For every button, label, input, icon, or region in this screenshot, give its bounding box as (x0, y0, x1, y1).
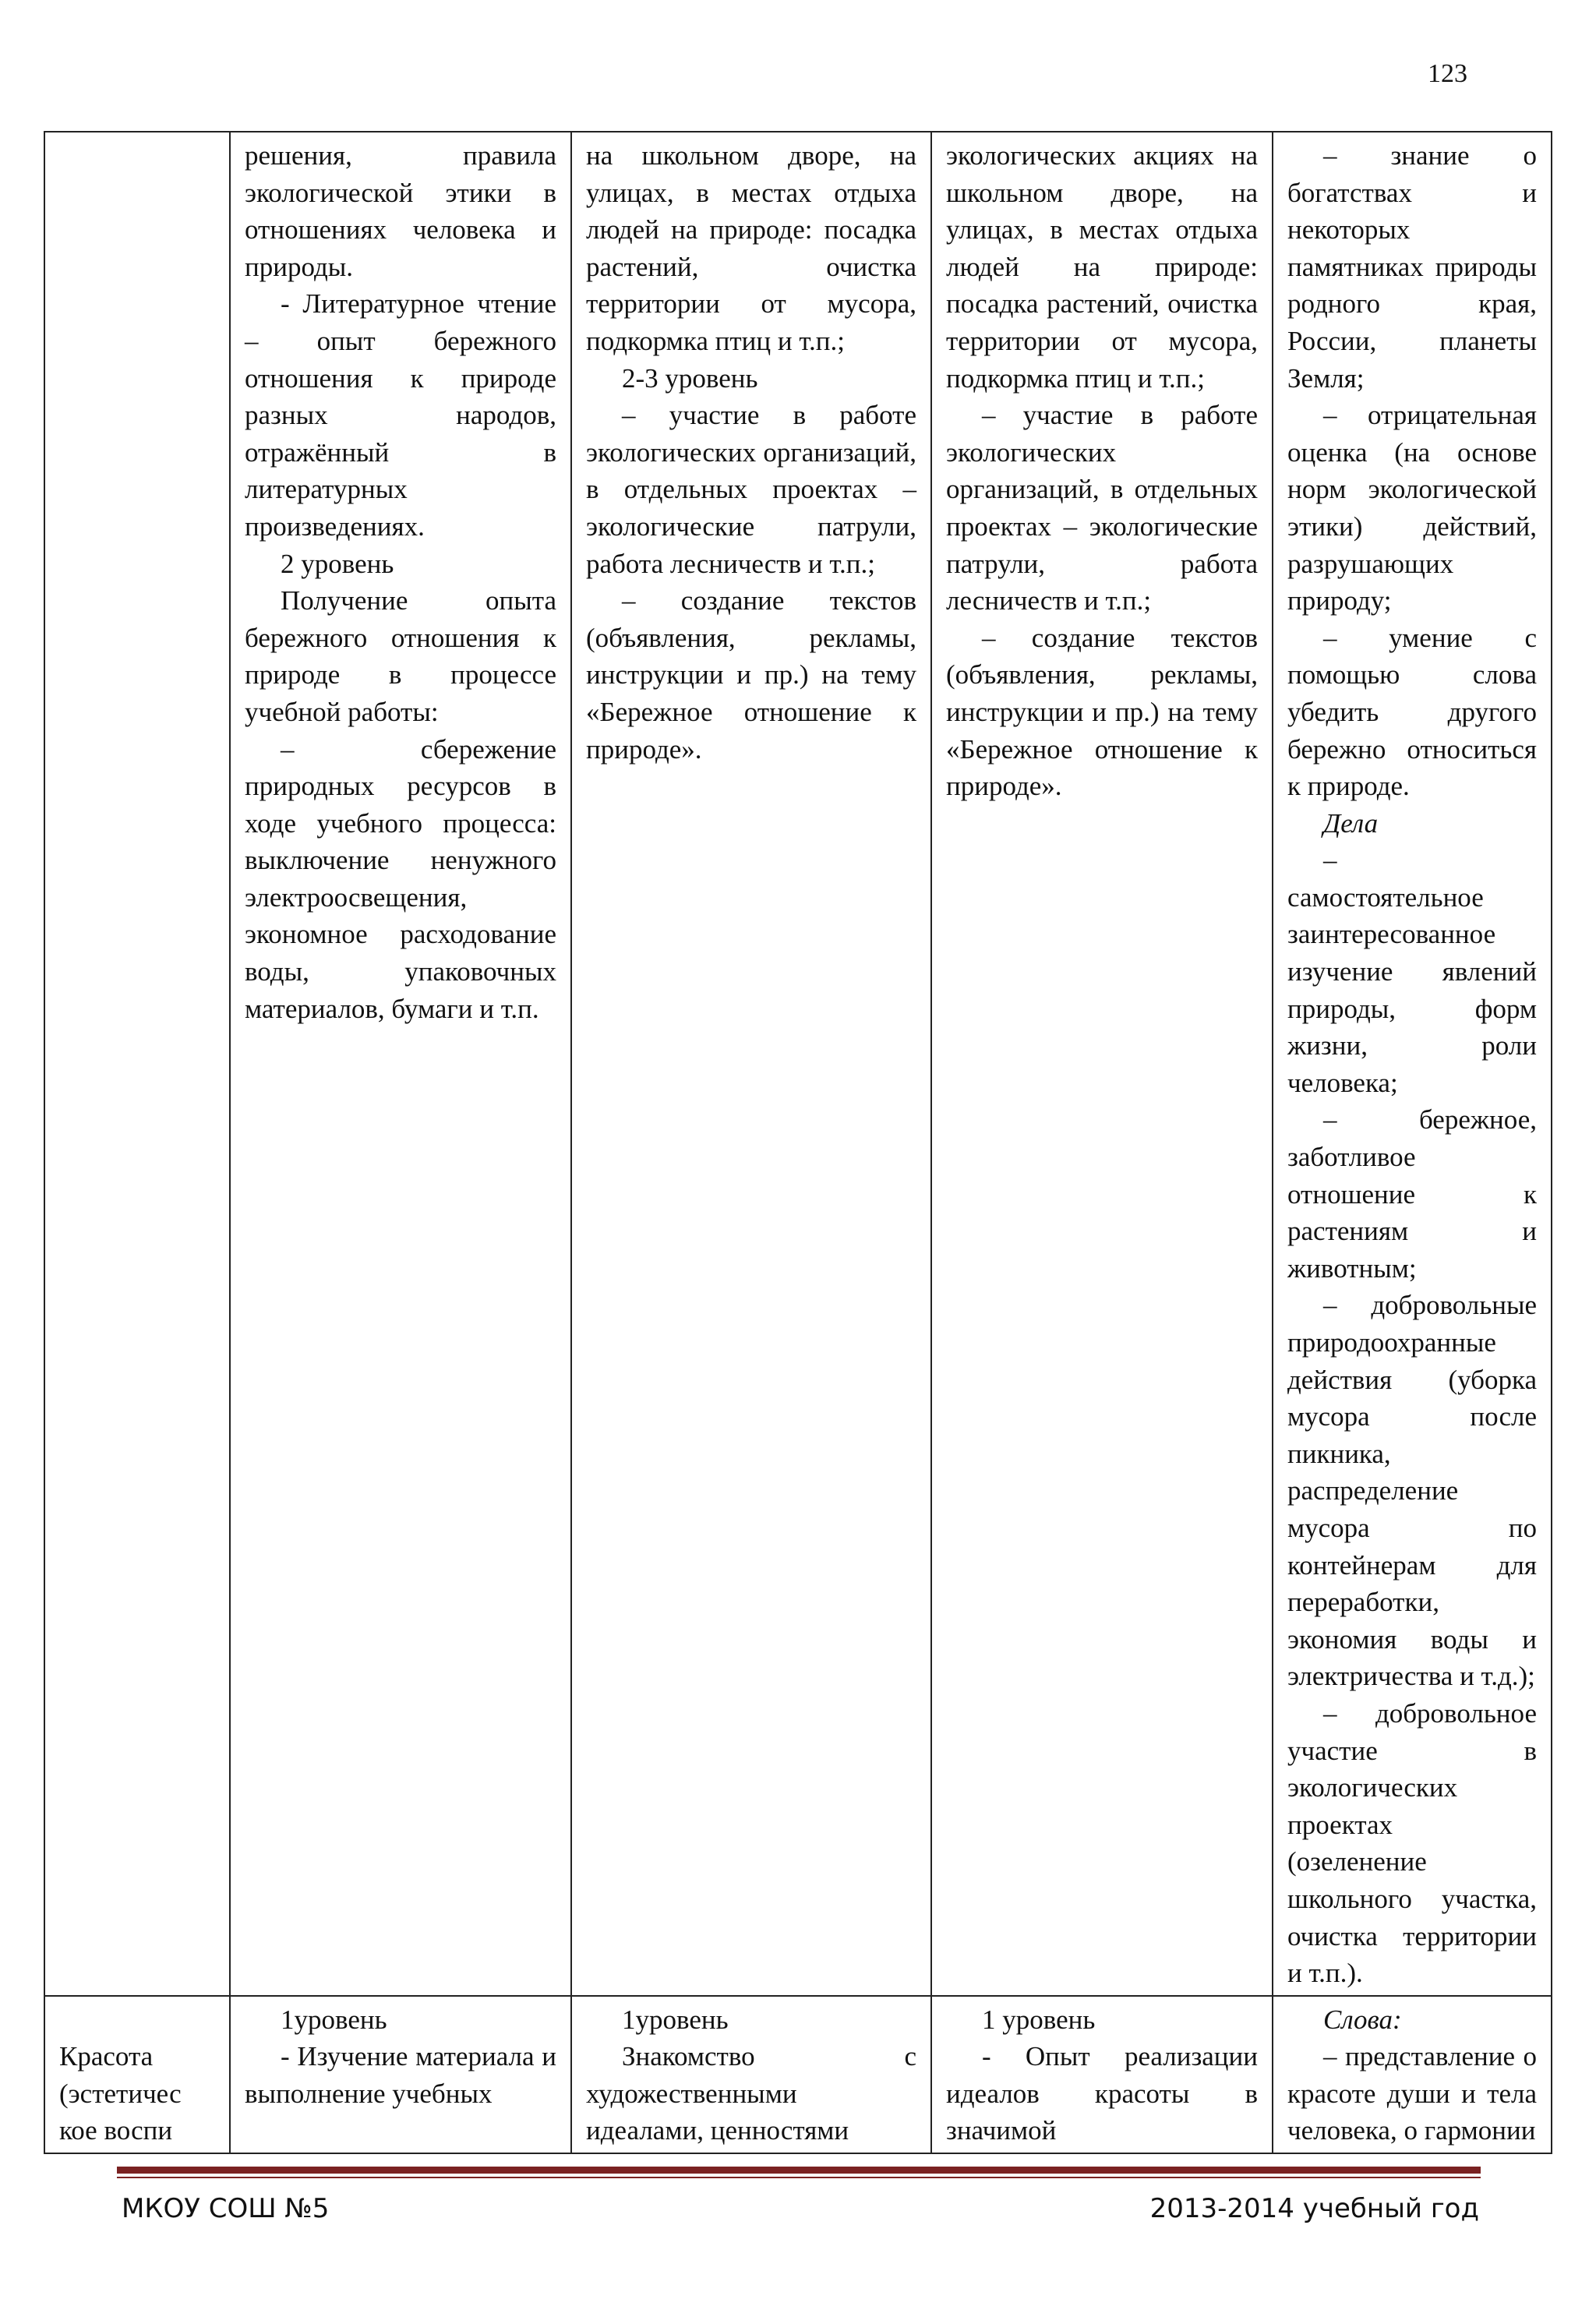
cell-paragraph: 1уровень (281, 2004, 387, 2035)
footer-divider (117, 2167, 1481, 2174)
table-cell (44, 132, 230, 1996)
table-cell (230, 132, 571, 1996)
table-cell (571, 132, 931, 1996)
cell-paragraph: экологических акциях на школьном дворе, на улицах, в местах отдыха людей на природе: посадка растений, очистка территории от мусора, подкормка птиц и т.п.; (946, 140, 1258, 394)
cell-paragraph: – участие в работе экологических организаций, в отдельных проектах – экологические патрули, работа лесничеств и т.п.; (946, 400, 1258, 616)
cell-paragraph: – умение с помощью слова убедить другого бережно относиться к природе. (1287, 622, 1537, 802)
cell-paragraph: – добровольное участие в экологических проектах (озеленение школьного участка, очистка территории и т.п.). (1287, 1697, 1537, 1989)
cell-paragraph: – знание о богатствах и некоторых памятниках природы родного края, России, планеты Земля; (1287, 140, 1537, 394)
footer-school: МКОУ СОШ №5 (122, 2193, 330, 2224)
cell-paragraph: кое воспи (59, 2115, 173, 2146)
cell-paragraph: Дела (1323, 807, 1379, 839)
cell-paragraph: – сбережение природных ресурсов в ходе учебного процесса: выключение ненужного электроосвещения, экономное расходование воды, упаковочных материалов, бумаги и т.п. (245, 733, 556, 1024)
cell-paragraph: – отрицательная оценка (на основе норм экологической этики) действий, разрушающих природу; (1287, 400, 1537, 616)
page-number: 123 (1428, 59, 1467, 88)
table-cell (1273, 1996, 1552, 2153)
cell-paragraph: на школьном дворе, на улицах, в местах отдыха людей на природе: посадка растений, очистка территории от мусора, подкормка птиц и т.п.; (586, 140, 916, 356)
content-table (44, 131, 1552, 2154)
table-cell (931, 132, 1273, 1996)
cell-paragraph: Получение опыта бережного отношения к природе в процессе учебной работы: (245, 585, 556, 727)
cell-paragraph: - Изучение материала и выполнение учебных (245, 2041, 556, 2109)
cell-paragraph: 2 уровень (281, 548, 394, 579)
cell-paragraph: – представление о красоте души и тела человека, о гармонии (1287, 2041, 1537, 2146)
cell-paragraph: решения, правила экологической этики в отношениях человека и природы. (245, 140, 556, 282)
cell-paragraph: – участие в работе экологических организаций, в отдельных проектах – экологические патрули, работа лесничеств и т.п.; (586, 400, 916, 579)
cell-paragraph: 1 уровень (982, 2004, 1096, 2035)
table-cell (931, 1996, 1273, 2153)
cell-paragraph: – создание текстов (объявления, рекламы, инструкции и пр.) на тему «Бережное отношение к природе». (946, 622, 1258, 802)
table-row (44, 132, 1552, 1996)
cell-paragraph: – самостоятельное заинтересованное изучение явлений природы, форм жизни, роли человека; (1287, 845, 1537, 1098)
footer-year: 2013-2014 учебный год (1149, 2193, 1479, 2224)
cell-paragraph: (эстетичес (59, 2078, 182, 2109)
cell-paragraph: Красота (59, 2041, 154, 2072)
cell-paragraph: Слова: (1323, 2004, 1402, 2035)
cell-paragraph: – бережное, заботливое отношение к растениям и животным; (1287, 1104, 1537, 1284)
table-cell (571, 1996, 931, 2153)
cell-paragraph: – добровольные природоохранные действия (уборка мусора после пикника, распределение мусора по контейнерам для переработки, экономия воды и электричества и т.д.); (1287, 1290, 1537, 1692)
cell-paragraph: 2-3 уровень (622, 362, 758, 394)
table-row (44, 1996, 1552, 2153)
table-cell (1273, 132, 1552, 1996)
footer-divider-thin (117, 2177, 1481, 2178)
cell-paragraph (59, 2001, 215, 2039)
cell-paragraph: - Опыт реализации идеалов красоты в значимой (946, 2041, 1258, 2146)
cell-paragraph: 1уровень (622, 2004, 729, 2035)
cell-paragraph: Знакомство с художественными идеалами, ценностями (586, 2041, 916, 2146)
cell-paragraph: – создание текстов (объявления, рекламы, инструкции и пр.) на тему «Бережное отношение к природе». (586, 585, 916, 765)
cell-paragraph: - Литературное чтение – опыт бережного отношения к природе разных народов, отражённый в литературных произведениях. (245, 288, 556, 542)
table-cell (44, 1996, 230, 2153)
table-cell (230, 1996, 571, 2153)
